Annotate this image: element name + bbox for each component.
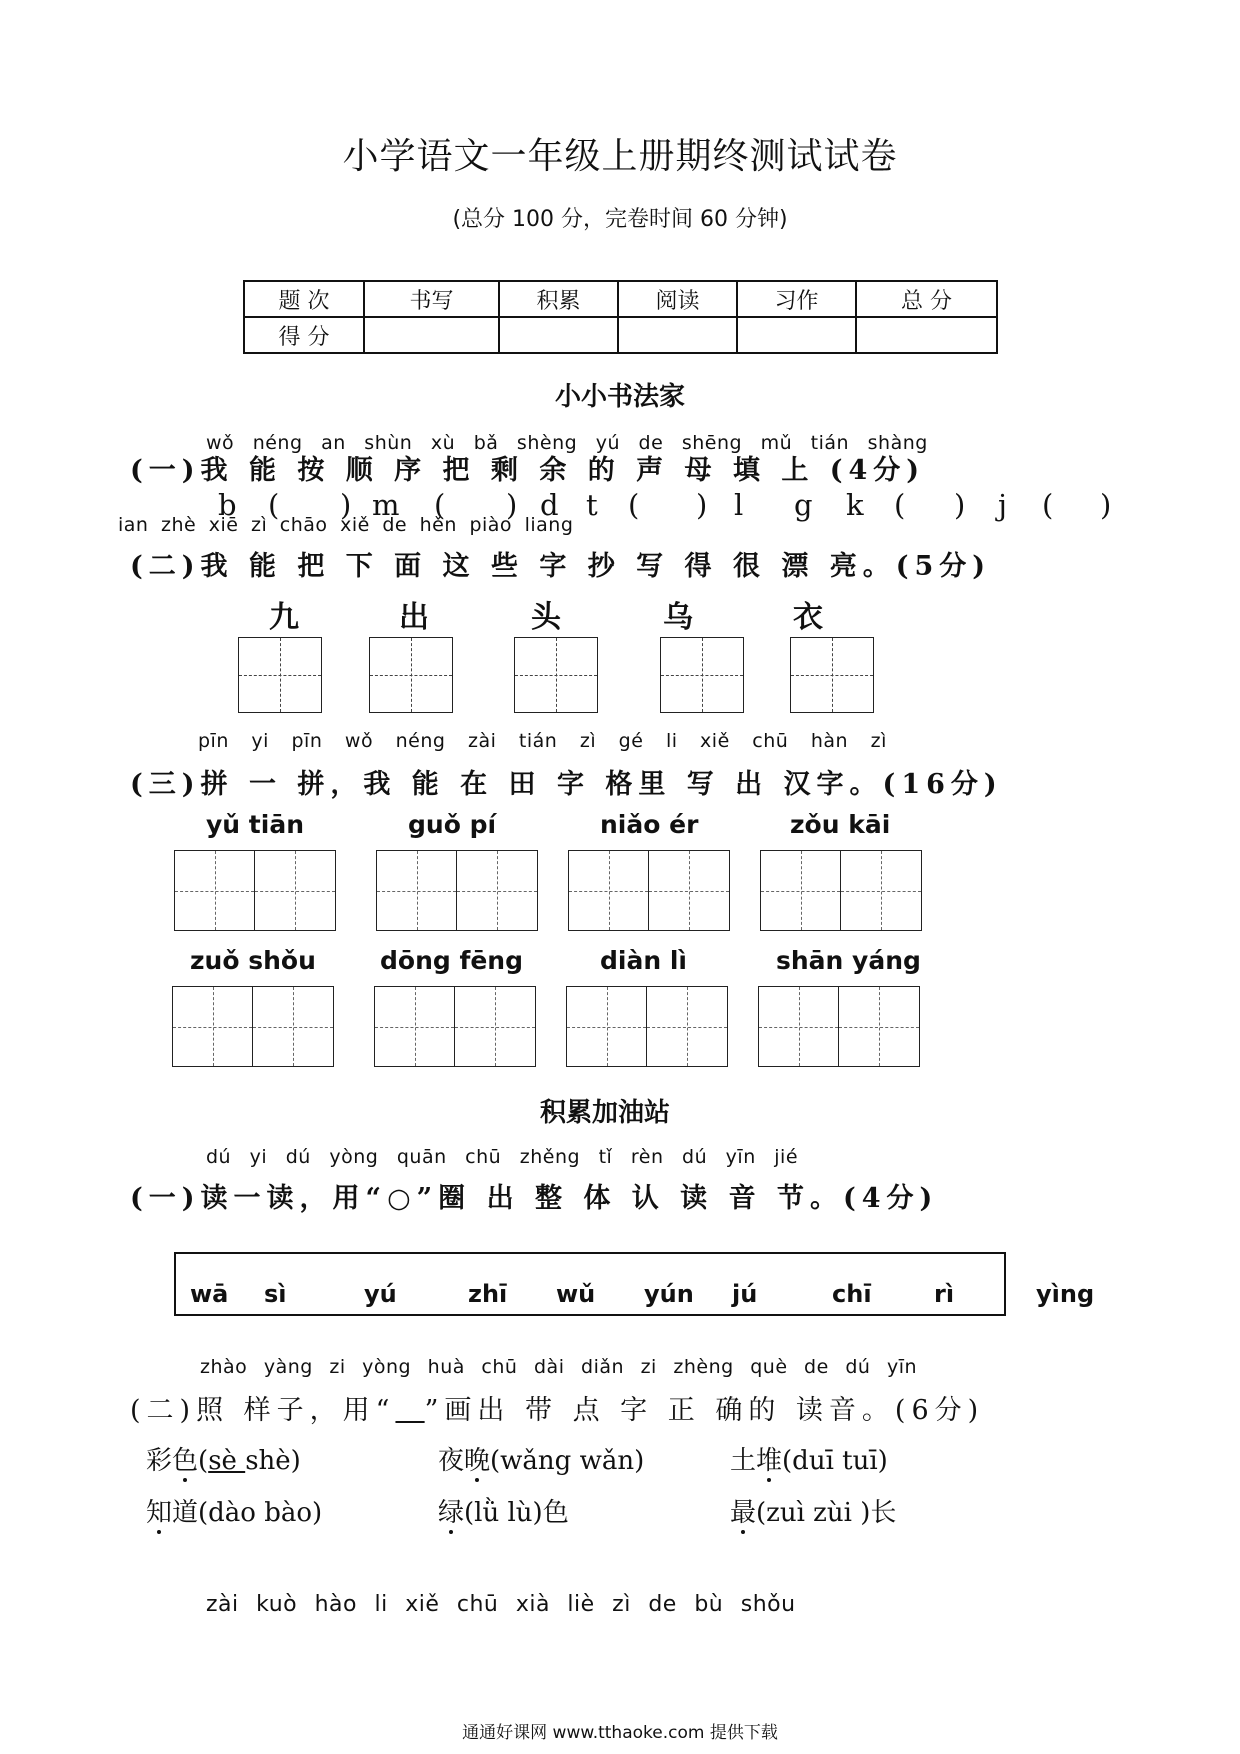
tianzige-pair[interactable]	[172, 986, 334, 1067]
writing-grid[interactable]	[514, 637, 598, 713]
score-cell	[364, 317, 499, 353]
tianzige-pair[interactable]	[376, 850, 538, 931]
score-cell: 习作	[737, 281, 856, 317]
pinyin-word: niǎo ér	[600, 810, 699, 839]
p2q2-underline-sample	[395, 1395, 424, 1426]
pinyin-word: guǒ pí	[408, 810, 497, 839]
letter: )	[954, 488, 966, 522]
p2q2-prompt	[130, 1388, 984, 1427]
score-cell	[618, 317, 737, 353]
writing-grid[interactable]	[238, 637, 322, 713]
syllable[interactable]: sì	[264, 1280, 287, 1308]
page-subtitle: (总分 100 分，完卷时间 60 分钟)	[452, 207, 788, 232]
score-table-score-row	[244, 317, 997, 353]
pinyin-word: zuǒ shǒu	[190, 946, 316, 975]
tianzige-pair[interactable]	[568, 850, 730, 931]
p2q2-prompt-b: ”画出 带 点 字 正 确的 读音。(6分)	[424, 1395, 985, 1426]
letter: )	[1100, 488, 1112, 522]
letter: d	[540, 488, 559, 522]
pinyin-word: zǒu kāi	[790, 810, 891, 839]
p2q2-pinyin: zhào yàng zi yòng huà chū dài diǎn zi zhèng què de dú yīn	[200, 1356, 918, 1378]
score-table	[243, 280, 998, 354]
letter: (	[268, 488, 280, 522]
q2-pinyin: ian zhè xiē zì chāo xiě de hěn piào liang	[118, 514, 574, 536]
letter: )	[340, 488, 352, 522]
copy-char: 乌	[663, 600, 693, 635]
letter: j	[998, 488, 1007, 522]
pinyin-word: shān yáng	[776, 946, 921, 975]
q1-pinyin: wǒ néng an shùn xù bǎ shèng yú de shēng mǔ tián shàng	[206, 432, 928, 454]
syllable[interactable]: zhī	[468, 1280, 508, 1308]
p2q3-pinyin: zài kuò hào li xiě chū xià liè zì de bù shǒu	[206, 1592, 796, 1617]
score-cell: 积累	[499, 281, 618, 317]
page-title: 小学语文一年级上册期终测试试卷	[342, 136, 898, 177]
reading-item: 绿(lǜ lù)色	[438, 1498, 569, 1528]
p2q2-prompt-a: (二)照 样子，用“	[130, 1395, 396, 1426]
copy-char: 衣	[793, 600, 823, 635]
letter: )	[506, 488, 518, 522]
syllable[interactable]: jú	[732, 1280, 758, 1308]
reading-item: 知道(dào bào)	[146, 1498, 323, 1528]
pinyin-word: diàn lì	[600, 946, 687, 975]
score-cell: 总 分	[856, 281, 997, 317]
section-heading-accumulation: 积累加油站	[540, 1098, 671, 1128]
letter: (	[894, 488, 906, 522]
copy-char: 出	[399, 600, 429, 635]
score-cell: 得 分	[244, 317, 364, 353]
letter: (	[434, 488, 446, 522]
reading-item: 夜晚(wǎng wǎn)	[438, 1446, 645, 1476]
section-heading-calligraphy: 小小书法家	[554, 382, 685, 412]
writing-grid[interactable]	[790, 637, 874, 713]
letter: b	[218, 488, 237, 522]
tianzige-pair[interactable]	[374, 986, 536, 1067]
p2q1-pinyin: dú yi dú yòng quān chū zhěng tǐ rèn dú yīn jié	[206, 1146, 799, 1168]
tianzige-pair[interactable]	[566, 986, 728, 1067]
score-cell	[856, 317, 997, 353]
letter: (	[628, 488, 640, 522]
syllable[interactable]: yìng	[1036, 1280, 1095, 1308]
letter: m	[372, 488, 400, 522]
letter: l	[734, 488, 744, 522]
copy-char: 九	[269, 600, 299, 635]
writing-grid[interactable]	[369, 637, 453, 713]
reading-item: 彩色(sè shè)	[146, 1446, 301, 1476]
score-cell: 题 次	[244, 281, 364, 317]
score-cell: 书写	[364, 281, 499, 317]
p2q1-prompt: (一)读一读，用“○”圈 出 整 体 认 读 音 节。(4分)	[130, 1183, 939, 1214]
score-cell	[737, 317, 856, 353]
syllable[interactable]: yún	[644, 1280, 694, 1308]
q3-pinyin: pīn yi pīn wǒ néng zài tián zì gé li xiě chū hàn zì	[198, 730, 887, 752]
syllable[interactable]: chī	[832, 1280, 872, 1308]
q2-prompt: (二)我 能 把 下 面 这 些 字 抄 写 得 很 漂 亮。(5分)	[130, 551, 992, 582]
q3-prompt: (三)拼 一 拼，我 能 在 田 字 格里 写 出 汉字。(16分)	[130, 769, 1003, 800]
syllable[interactable]: wā	[190, 1280, 229, 1308]
letter: t	[586, 488, 598, 522]
syllable[interactable]: wǔ	[556, 1280, 596, 1308]
score-table-header-row	[244, 281, 997, 317]
letter: (	[1042, 488, 1054, 522]
reading-item: 最(zuì zùi )长	[730, 1498, 897, 1528]
score-cell	[499, 317, 618, 353]
tianzige-pair[interactable]	[174, 850, 336, 931]
pinyin-word: dōng fēng	[380, 946, 523, 975]
letter: g	[794, 488, 813, 522]
letter: )	[696, 488, 708, 522]
pinyin-word: yǔ tiān	[206, 810, 304, 839]
tianzige-pair[interactable]	[760, 850, 922, 931]
reading-item: 土堆(duī tuī)	[730, 1446, 888, 1476]
syllable[interactable]: yú	[364, 1280, 397, 1308]
letter: k	[846, 488, 864, 522]
syllable[interactable]: rì	[934, 1280, 955, 1308]
q1-prompt: (一)我 能 按 顺 序 把 剩 余 的 声 母 填 上 (4分)	[130, 455, 926, 486]
score-cell: 阅读	[618, 281, 737, 317]
writing-grid[interactable]	[660, 637, 744, 713]
footer-credit: 通通好课网 www.tthaoke.com 提供下载	[462, 1723, 778, 1743]
tianzige-pair[interactable]	[758, 986, 920, 1067]
copy-char: 头	[531, 600, 561, 635]
